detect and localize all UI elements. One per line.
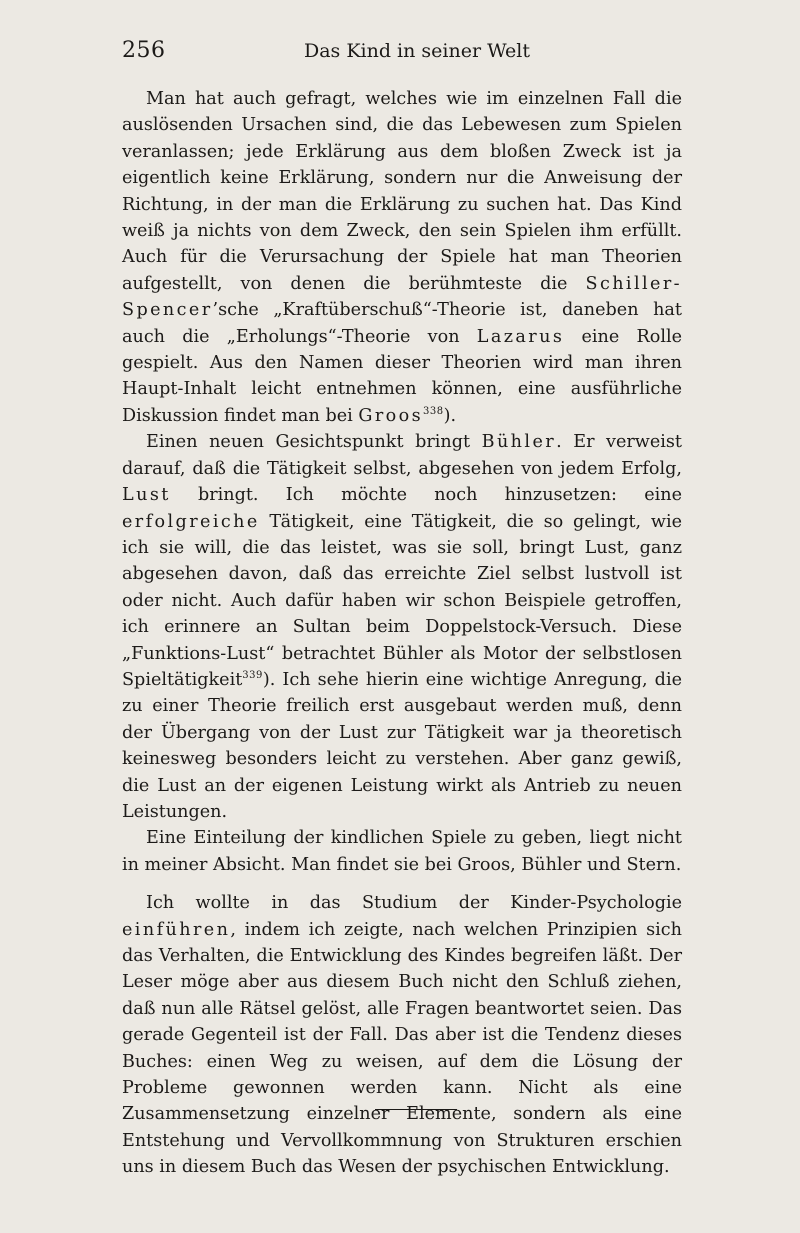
paragraph-1-text-b: ’sche „Kraftüberschuß“-Theorie ist, daneben hat auch die „Erholungs“-Theorie von (122, 300, 682, 347)
paragraph-2-text-b: . Er verweist darauf, daß die Tätigkeit selbst, abgesehen von jedem Erfolg, (122, 432, 682, 479)
closing-rule (375, 1109, 457, 1110)
paragraph-2 (122, 429, 682, 825)
emphasis-lust: Lust (122, 485, 171, 506)
footnote-ref-338: 338 (423, 406, 444, 418)
paragraph-2-text-e: ). Ich sehe hierin eine wichtige Anregung, die zu einer Theorie freilich erst ausgebaut werden muß, denn der Übergang von der Lust zur Tätigkeit war ja theoretisch keinesweg besonders leicht zu verstehen. Aber ganz gewiß, die Lust an der eigenen Leistung wirkt als Antrieb zu neuen Leistungen. (122, 669, 682, 822)
paragraph-2-text-d: Tätigkeit, eine Tätigkeit, die so gelingt, wie ich sie will, die das leistet, was sie soll, bringt Lust, ganz abgesehen davon, daß das erreichte Ziel selbst lustvoll ist oder nicht. Auch dafür haben wir schon Beispiele getroffen, ich erinnere an Sultan beim Doppelstock-Versuch. Diese „Funktions-Lust“ betrachtet Bühler als Motor der selbstlosen Spieltätigkeit (122, 511, 682, 690)
paragraph-4-text-b: , indem ich zeigte, nach welchen Prinzipien sich das Verhalten, die Entwicklung des Kindes begreifen läßt. Der Leser möge aber aus diesem Buch nicht den Schluß ziehen, daß nun alle Rätsel gelöst, alle Fragen beantwortet seien. Das gerade Gegenteil ist der Fall. Das aber ist die Tendenz dieses Buches: einen Weg zu weisen, auf dem die Lösung der Probleme gewonnen werden kann. Nicht als eine Zusammensetzung einzelner Elemente, sondern als eine Entstehung und Vervollkommnung von Strukturen erschien uns in diesem Buch das Wesen der psychischen Entwicklung. (122, 919, 682, 1178)
emphasis-einfuehren: einführen (122, 919, 231, 940)
paragraph-4 (122, 890, 682, 1180)
footnote-ref-339: 339 (242, 670, 263, 682)
paragraph-1-text-a: Man hat auch gefragt, welches wie im einzelnen Fall die auslösenden Ursachen sind, die das Lebewesen zum Spielen veranlassen; jede Erklärung aus dem bloßen Zweck ist ja eigentlich keine Erklärung, sondern nur die Anweisung der Richtung, in der man die Erklärung zu suchen hat. Das Kind weiß ja nichts von dem Zweck, den sein Spielen ihm erfüllt. Auch für die Verursachung der Spiele hat man Theorien aufgestellt, von denen die berühmteste die (122, 89, 682, 294)
paragraph-1-text-d: ). (443, 405, 457, 426)
name-groos: Groos (358, 405, 424, 426)
paragraph-1-text-c: eine Rolle gespielt. Aus den Namen dieser Theorien wird man ihren Haupt-Inhalt leicht entnehmen können, eine ausführliche Diskussion findet man bei (122, 326, 682, 426)
page-number: 256 (122, 38, 166, 63)
paragraph-4-text-a: Ich wollte in das Studium der Kinder-Psychologie (146, 893, 682, 914)
body-text (122, 86, 682, 1181)
page-header (122, 38, 682, 68)
name-lazarus: Lazarus (476, 326, 565, 347)
paragraph-1 (122, 86, 682, 429)
name-schiller-spencer: Schiller-Spencer (122, 273, 682, 321)
emphasis-erfolgreiche: erfolgreiche (122, 511, 260, 532)
running-head: Das Kind in seiner Welt (303, 40, 531, 62)
paragraph-3: Eine Einteilung der kindlichen Spiele zu geben, liegt nicht in meiner Absicht. Man findet sie bei Groos, Bühler und Stern. (122, 828, 682, 875)
paragraph-2-text-a: Einen neuen Gesichtspunkt bringt (146, 432, 482, 453)
name-buehler: Bühler (481, 432, 557, 453)
paragraph-2-text-c: bringt. Ich möchte noch hinzusetzen: eine (170, 485, 682, 506)
